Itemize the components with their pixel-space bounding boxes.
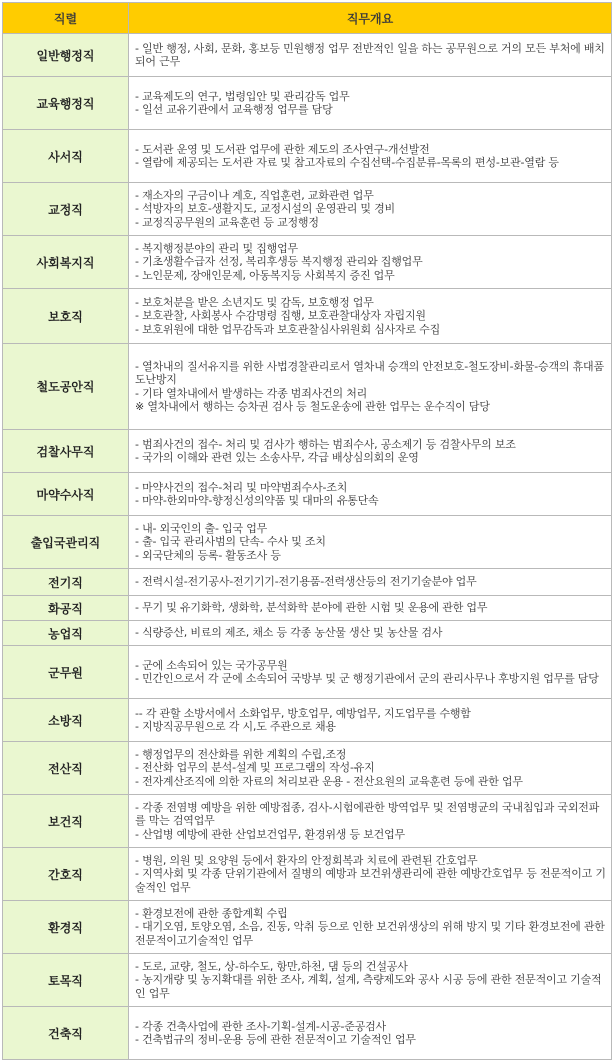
job-title: 철도공안직: [3, 344, 129, 430]
description-line: - 출- 입국 관리사범의 단속- 수사 및 조치: [135, 535, 326, 549]
job-description: [129, 344, 612, 430]
table-row: [3, 473, 612, 516]
table-row: [3, 848, 612, 901]
job-description: [129, 848, 612, 901]
table-body: [3, 34, 612, 1060]
description-line: - 전력시설-전기공사-전기기기-전기용품-전력생산등의 전기기술분야 업무: [135, 575, 477, 589]
table-row: [3, 516, 612, 569]
job-title: 전산직: [3, 742, 129, 795]
table-row: [3, 621, 612, 646]
description-line: - 보호처분을 받은 소년지도 및 감독, 보호행정 업무: [135, 295, 374, 309]
description-line: - 산업병 예방에 관한 산업보건업무, 환경위생 등 보건업무: [135, 827, 405, 841]
description-line: - 교육제도의 연구, 법령입안 및 관리감독 업무: [135, 89, 350, 103]
table-row: [3, 430, 612, 473]
description-line: - 석방자의 보호-생활지도, 교정시설의 운영관리 및 경비: [135, 202, 395, 216]
job-description: [129, 473, 612, 516]
job-description: [129, 516, 612, 569]
description-line: - 행정업무의 전산화를 위한 계획의 수립,조정: [135, 747, 347, 761]
table-row: [3, 954, 612, 1007]
job-title: 교육행정직: [3, 77, 129, 130]
description-line: - 농지개량 및 농지확대를 위한 조사, 계획, 설계, 측량제도와 공사 시공 등에 관한 전문적이고 기술적인 업무: [135, 973, 602, 1000]
description-line: - 지역사회 및 각종 단위기관에서 질병의 예방과 보건위생관리에 관한 예방간호업무 등 전문적이고 기술적인 업무: [135, 867, 606, 894]
description-line: - 교정직공무원의 교육훈련 등 교정행정: [135, 215, 319, 229]
job-title: 건축직: [3, 1007, 129, 1060]
job-description: [129, 236, 612, 289]
description-line: - 복지행정분야의 관리 및 집행업무: [135, 241, 298, 255]
job-description: [129, 699, 612, 742]
description-line: - 마약사건의 접수-처리 및 마약범죄수사-조치: [135, 480, 348, 494]
description-line: - 일선 교유기관에서 교육행정 업무를 담당: [135, 103, 333, 116]
description-line: - 식량증산, 비료의 제조, 채소 등 각종 농산물 생산 및 농산물 검사: [135, 626, 443, 640]
job-title: 군무원: [3, 646, 129, 699]
header-category: 직렬: [3, 3, 129, 34]
description-line: - 국가의 이해와 관련 있는 소송사무, 각급 배상심의회의 운영: [135, 451, 419, 464]
description-line: - 기타 열차내에서 발생하는 각종 범죄사건의 처리: [135, 386, 368, 400]
description-line: - 민간인으로서 각 군에 소속되어 국방부 및 군 행정기관에서 군의 관리사무나 후방지원 업무를 담당: [135, 672, 599, 685]
job-title: 화공직: [3, 596, 129, 621]
description-line: - 재소자의 구금이나 계호, 직업훈련, 교화관련 업무: [135, 188, 374, 202]
description-line: - 일반 행정, 사회, 문화, 홍보등 민원행정 업무 전반적인 일을 하는 공무원으로 거의 모든 부처에 배치되어 근무: [135, 41, 605, 68]
description-line: - 내- 외국인의 출- 입국 업무: [135, 521, 268, 535]
description-line: - 건축법규의 정비-운용 등에 관한 전문적이고 기술적인 업무: [135, 1033, 416, 1046]
table-row: [3, 34, 612, 77]
description-line: - 환경보전에 관한 종합계획 수립: [135, 906, 288, 920]
description-line: - 기초생활수급자 선정, 복리후생등 복지행정 관리와 집행업무: [135, 255, 423, 269]
description-line: - 보호위원에 대한 업무감독과 보호관찰심사위원회 심사자로 수집: [135, 322, 441, 336]
description-line: - 대기오염, 토양오염, 소음, 진동, 악취 등으로 인한 보건위생상의 위해 방지 및 기타 환경보전에 관한 전문적이고기술적인 업무: [135, 920, 605, 947]
table-row: [3, 130, 612, 183]
table-row: [3, 596, 612, 621]
description-line: - 노인문제, 장애인문제, 아동복지등 사회복지 증진 업무: [135, 268, 395, 282]
description-line: - 무기 및 유기화학, 생화학, 분석화학 분야에 관한 시험 및 운용에 관한 업무: [135, 601, 488, 615]
job-description: [129, 646, 612, 699]
table-row: [3, 344, 612, 430]
description-line: - 도서관 운영 및 도서관 업무에 관한 제도의 조사연구-개선발전: [135, 142, 430, 156]
job-description: [129, 289, 612, 344]
table-row: [3, 1007, 612, 1060]
job-description: [129, 130, 612, 183]
job-description: [129, 183, 612, 236]
table-row: [3, 77, 612, 130]
job-description: [129, 901, 612, 954]
table-row: [3, 289, 612, 344]
job-description: [129, 569, 612, 596]
job-description: [129, 77, 612, 130]
job-description: [129, 795, 612, 848]
description-line: - 각종 전염병 예방을 위한 예방접종, 검사-시험에관한 방역업무 및 전염병균의 국내침입과 국외전파를 막는 검역업무: [135, 800, 600, 828]
description-line: - 도로, 교량, 철도, 상-하수도, 항만,하천, 댐 등의 건설공사: [135, 959, 408, 973]
job-title: 마약수사직: [3, 473, 129, 516]
job-title: 소방직: [3, 699, 129, 742]
job-description: [129, 742, 612, 795]
header-description: 직무개요: [129, 3, 612, 34]
job-title: 전기직: [3, 569, 129, 596]
job-title: 보건직: [3, 795, 129, 848]
job-title: 검찰사무직: [3, 430, 129, 473]
table-row: [3, 901, 612, 954]
job-title: 교정직: [3, 183, 129, 236]
job-title: 일반행정직: [3, 34, 129, 77]
job-description: [129, 596, 612, 621]
description-line: - 전자계산조직에 의한 자료의 처리보관 운용 - 전산요원의 교육훈련 등에 관한 업무: [135, 774, 523, 788]
job-title: 사회복지직: [3, 236, 129, 289]
table-row: [3, 236, 612, 289]
job-title: 사서직: [3, 130, 129, 183]
description-line: - 외국단체의 등록- 활동조사 등: [135, 548, 281, 562]
table-row: [3, 699, 612, 742]
table-row: [3, 569, 612, 596]
job-description: [129, 430, 612, 473]
job-title: 환경직: [3, 901, 129, 954]
description-line: - 마약-한외마약-향정신성의약품 및 대마의 유통단속: [135, 494, 379, 507]
job-description: [129, 621, 612, 646]
job-title: 농업직: [3, 621, 129, 646]
description-line: - 전산화 업무의 분석-설계 및 프로그램의 작성-유지: [135, 761, 375, 775]
job-description: [129, 954, 612, 1007]
description-line: - 병원, 의원 및 요양원 등에서 환자의 안정회복과 치료에 관련된 간호업무: [135, 853, 478, 867]
table-row: [3, 795, 612, 848]
table-row: [3, 646, 612, 699]
table-row: [3, 183, 612, 236]
job-description: [129, 1007, 612, 1060]
description-line: - 열람에 제공되는 도서관 자료 및 참고자료의 수집선택-수집분류-목록의 편성-보관-열람 등: [135, 156, 559, 169]
description-line: - 열차내의 질서유지를 위한 사법경찰관리로서 열차내 승객의 안전보호-철도장비-화물-승객의 휴대품 도난방지: [135, 359, 604, 386]
job-table: [2, 2, 612, 1060]
job-description: [129, 34, 612, 77]
description-line: - 각종 건축사업에 관한 조사-기획-설계-시공-준공검사: [135, 1019, 386, 1033]
description-line: - 지방직공무원으로 각 시,도 주관으로 채용: [135, 720, 336, 733]
description-line: - 군에 소속되어 있는 국가공무원: [135, 658, 288, 672]
table-header: [3, 3, 612, 34]
description-line: - 보호관찰, 사회봉사 수감명령 집행, 보호관찰대상자 자립지원: [135, 309, 426, 323]
job-title: 출입국관리직: [3, 516, 129, 569]
table-row: [3, 742, 612, 795]
job-title: 토목직: [3, 954, 129, 1007]
job-title: 보호직: [3, 289, 129, 344]
description-line: - 범죄사건의 접수- 처리 및 검사가 행하는 범죄수사, 공소제기 등 검찰사무의 보조: [135, 437, 516, 451]
description-line: -- 각 관할 소방서에서 소화업무, 방호업무, 예방업무, 지도업무를 수행함: [135, 706, 471, 720]
job-title: 간호직: [3, 848, 129, 901]
description-line: ※ 열차내에서 행하는 승차권 검사 등 철도운송에 관한 업무는 운수직이 담당: [135, 400, 490, 413]
